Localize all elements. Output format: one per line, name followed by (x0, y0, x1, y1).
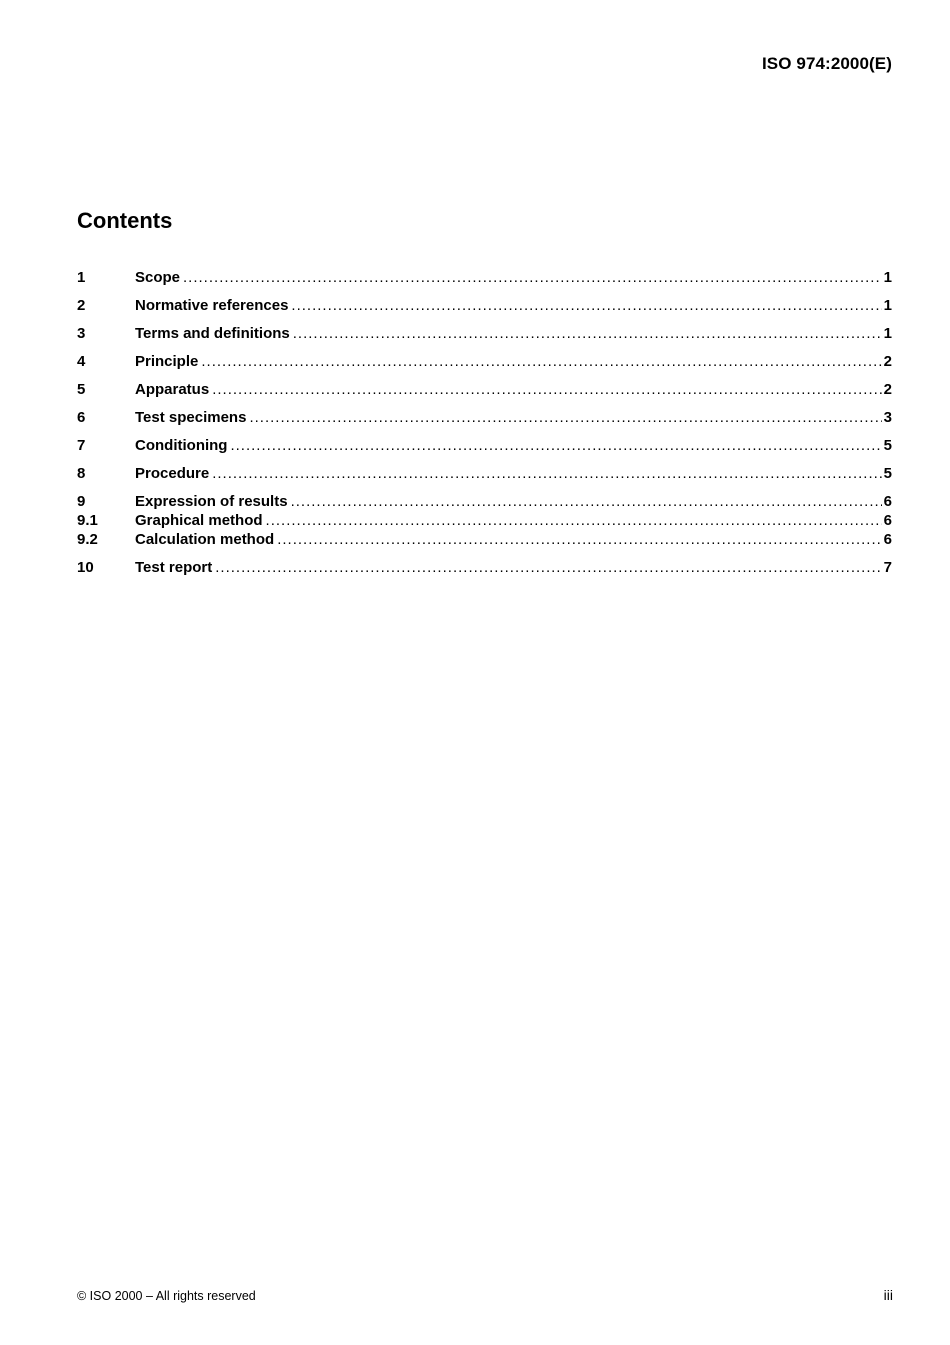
toc-entry-number: 7 (77, 437, 86, 454)
toc-entry-page: 5 (883, 465, 892, 482)
toc-entry-page: 2 (883, 353, 892, 370)
toc-dot-leader (291, 296, 881, 315)
toc-entry-number: 6 (77, 409, 86, 426)
copyright-notice: © ISO 2000 – All rights reserved (77, 1289, 256, 1303)
toc-entry-title: Scope (135, 269, 181, 286)
toc-entry-normative-references[interactable] (77, 296, 892, 315)
toc-entry-title: Procedure (135, 465, 210, 482)
toc-entry-number: 10 (77, 559, 94, 576)
toc-entry-procedure[interactable] (77, 464, 892, 483)
toc-entry-number: 5 (77, 381, 86, 398)
toc-dot-leader (293, 324, 882, 343)
toc-entry-conditioning[interactable] (77, 436, 892, 455)
toc-dot-leader (277, 530, 881, 549)
toc-entry-title: Test report (135, 559, 213, 576)
toc-entry-number: 8 (77, 465, 86, 482)
toc-entry-page: 1 (883, 269, 892, 286)
toc-entry-title: Calculation method (135, 531, 275, 548)
toc-entry-scope[interactable] (77, 268, 892, 287)
toc-entry-number: 9 (77, 493, 86, 510)
toc-entry-number: 3 (77, 325, 86, 342)
toc-dot-leader (212, 380, 881, 399)
toc-entry-page: 2 (883, 381, 892, 398)
toc-entry-terms-and-definitions[interactable] (77, 324, 892, 343)
toc-entry-test-report[interactable] (77, 558, 892, 577)
toc-entry-page: 7 (883, 559, 892, 576)
toc-entry-page: 6 (883, 493, 892, 510)
toc-entry-expression-of-results[interactable] (77, 492, 892, 511)
toc-entry-page: 6 (883, 512, 892, 529)
toc-entry-calculation-method[interactable] (77, 530, 892, 549)
toc-entry-title: Graphical method (135, 512, 263, 529)
toc-entry-title: Normative references (135, 297, 289, 314)
toc-entry-principle[interactable] (77, 352, 892, 371)
toc-entry-title: Test specimens (135, 409, 247, 426)
contents-title: Contents (77, 208, 173, 233)
toc-entry-number: 9.2 (77, 531, 98, 548)
toc-entry-number: 4 (77, 353, 86, 370)
toc-entry-title: Expression of results (135, 493, 288, 510)
toc-entry-number: 2 (77, 297, 86, 314)
toc-entry-title: Apparatus (135, 381, 210, 398)
toc-entry-page: 1 (883, 325, 892, 342)
toc-entry-test-specimens[interactable] (77, 408, 892, 427)
toc-dot-leader (266, 511, 882, 530)
toc-entry-graphical-method[interactable] (77, 511, 892, 530)
toc-entry-title: Terms and definitions (135, 325, 290, 342)
toc-dot-leader (215, 558, 881, 577)
toc-dot-leader (212, 464, 881, 483)
table-of-contents (77, 268, 892, 586)
toc-entry-page: 1 (883, 297, 892, 314)
toc-entry-apparatus[interactable] (77, 380, 892, 399)
toc-entry-page: 6 (883, 531, 892, 548)
toc-entry-title: Conditioning (135, 437, 228, 454)
toc-dot-leader (201, 352, 881, 371)
toc-entry-title: Principle (135, 353, 199, 370)
toc-entry-number: 1 (77, 269, 86, 286)
toc-entry-number: 9.1 (77, 512, 98, 529)
toc-entry-page: 5 (883, 437, 892, 454)
toc-dot-leader (183, 268, 882, 287)
toc-entry-page: 3 (883, 409, 892, 426)
page-number: iii (883, 1287, 893, 1303)
toc-dot-leader (291, 492, 882, 511)
document-id-header: ISO 974:2000(E) (761, 54, 892, 73)
toc-dot-leader (249, 408, 881, 427)
toc-dot-leader (230, 436, 881, 455)
